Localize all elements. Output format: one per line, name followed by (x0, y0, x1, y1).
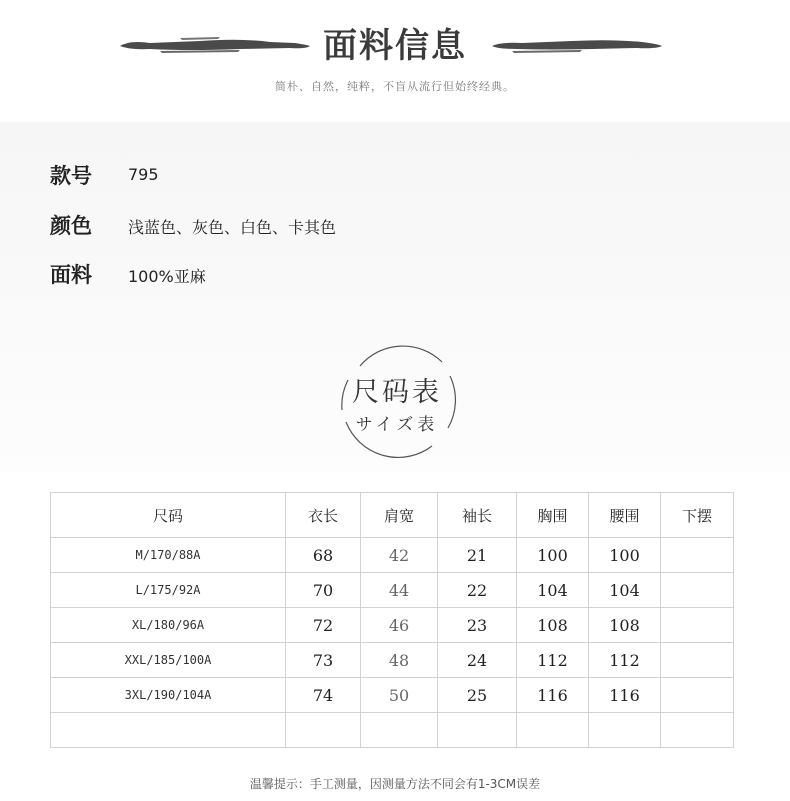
column-header: 肩宽 (361, 493, 438, 538)
table-row-empty (51, 713, 734, 748)
table-cell: 48 (361, 643, 438, 678)
table-cell: 50 (361, 678, 438, 713)
table-cell: XXL/185/100A (51, 643, 286, 678)
info-value: 浅蓝色、灰色、白色、卡其色 (128, 218, 337, 237)
table-cell: M/170/88A (51, 538, 286, 573)
size-chart-subtitle: サイズ表 (355, 415, 439, 435)
table-cell (589, 713, 661, 748)
info-value: 100%亚麻 (128, 267, 206, 286)
table-cell: 104 (517, 573, 589, 608)
table-cell (438, 713, 517, 748)
table-cell (661, 678, 734, 713)
measurement-note: 温馨提示：手工测量，因测量方法不同会有1-3CM误差 (249, 777, 541, 791)
info-label: 面料 (50, 263, 92, 287)
table-cell: 100 (589, 538, 661, 573)
table-row (51, 678, 734, 713)
table-cell (661, 538, 734, 573)
size-chart-badge (332, 340, 462, 465)
table-cell: XL/180/96A (51, 608, 286, 643)
table-cell: 3XL/190/104A (51, 678, 286, 713)
table-row (51, 573, 734, 608)
size-table (50, 492, 734, 748)
info-label: 颜色 (50, 214, 92, 238)
table-header-row (51, 493, 734, 538)
table-cell: 22 (438, 573, 517, 608)
column-header: 袖长 (438, 493, 517, 538)
table-cell (51, 713, 286, 748)
table-cell: L/175/92A (51, 573, 286, 608)
header (0, 0, 790, 120)
brush-stroke-right-icon (492, 34, 662, 56)
table-cell: 74 (286, 678, 361, 713)
table-cell (661, 608, 734, 643)
table-cell: 25 (438, 678, 517, 713)
table-cell (361, 713, 438, 748)
table-cell (517, 713, 589, 748)
table-cell (286, 713, 361, 748)
table-cell: 116 (589, 678, 661, 713)
table-cell: 44 (361, 573, 438, 608)
page-title: 面料信息 (323, 26, 467, 66)
table-row (51, 643, 734, 678)
table-cell: 72 (286, 608, 361, 643)
table-cell: 24 (438, 643, 517, 678)
table-cell: 68 (286, 538, 361, 573)
info-label: 款号 (50, 164, 92, 188)
table-cell: 100 (517, 538, 589, 573)
table-cell (661, 573, 734, 608)
table-cell: 108 (517, 608, 589, 643)
table-cell (661, 713, 734, 748)
table-row (51, 538, 734, 573)
column-header: 衣长 (286, 493, 361, 538)
column-header: 尺码 (51, 493, 286, 538)
table-cell: 108 (589, 608, 661, 643)
column-header: 胸围 (517, 493, 589, 538)
table-cell: 42 (361, 538, 438, 573)
page-subtitle: 简朴、自然，纯粹，不盲从流行但始终经典。 (275, 80, 515, 93)
table-cell: 112 (589, 643, 661, 678)
size-chart-title: 尺码表 (352, 377, 442, 408)
table-cell: 23 (438, 608, 517, 643)
table-cell: 116 (517, 678, 589, 713)
table-cell (661, 643, 734, 678)
table-cell: 112 (517, 643, 589, 678)
table-cell: 70 (286, 573, 361, 608)
table-cell: 73 (286, 643, 361, 678)
table-cell: 21 (438, 538, 517, 573)
column-header: 下摆 (661, 493, 734, 538)
table-row (51, 608, 734, 643)
info-value: 795 (128, 165, 159, 184)
column-header: 腰围 (589, 493, 661, 538)
table-cell: 104 (589, 573, 661, 608)
table-cell: 46 (361, 608, 438, 643)
